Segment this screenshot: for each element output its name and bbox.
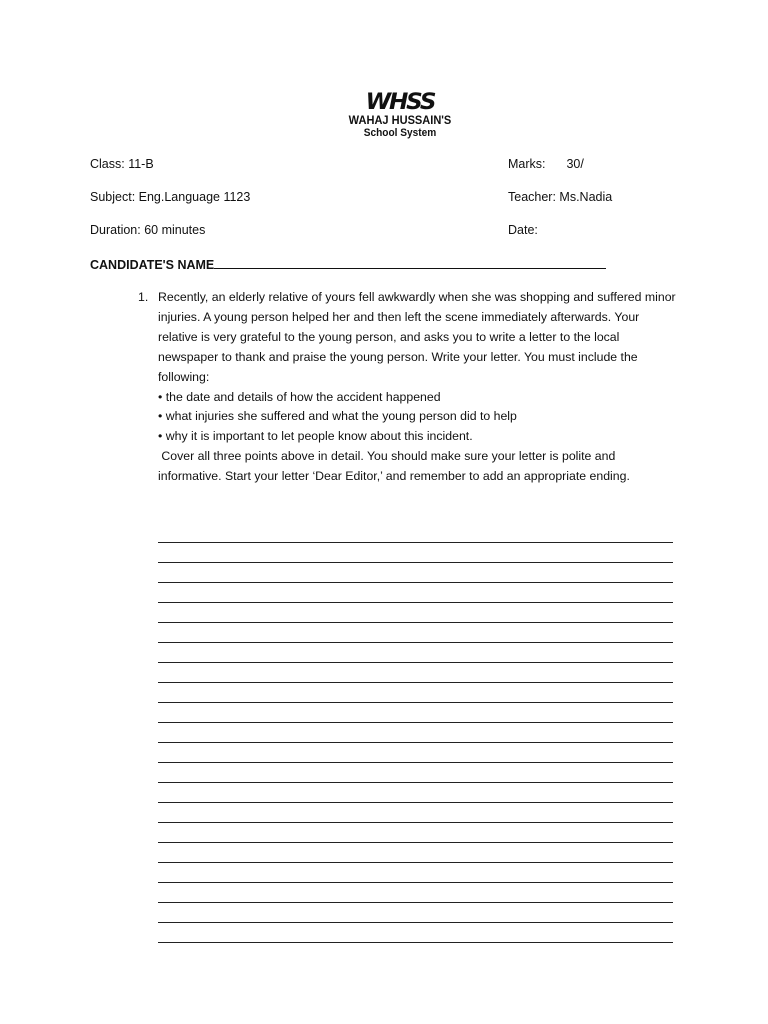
- answer-line[interactable]: [158, 743, 673, 763]
- logo-school-system: School System: [363, 127, 437, 139]
- question-body: [158, 288, 678, 487]
- teacher-field: Teacher: Ms.Nadia: [508, 190, 613, 204]
- answer-line[interactable]: [158, 523, 673, 543]
- answer-line[interactable]: [158, 583, 673, 603]
- answer-line[interactable]: [158, 823, 673, 843]
- duration-field: Duration: 60 minutes: [90, 223, 206, 237]
- question-1: [138, 288, 678, 487]
- question-number: 1.: [138, 290, 149, 304]
- question-bullet: • what injuries she suffered and what the young person did to help: [158, 409, 517, 424]
- question-bullet: • why it is important to let people know about this incident.: [158, 429, 473, 444]
- marks-field: [508, 156, 584, 172]
- question-closing: Cover all three points above in detail. You should make sure your letter is polite and informative. Start your letter ‘Dear Editor,’ and remember to add an appropriate ending.: [158, 449, 630, 484]
- answer-lines[interactable]: [158, 523, 673, 943]
- answer-line[interactable]: [158, 563, 673, 583]
- logo-mark: WHSS: [365, 90, 435, 115]
- answer-line[interactable]: [158, 803, 673, 823]
- answer-line[interactable]: [158, 923, 673, 943]
- answer-line[interactable]: [158, 643, 673, 663]
- logo-school-name: WAHAJ HUSSAIN'S: [348, 113, 452, 127]
- answer-line[interactable]: [158, 683, 673, 703]
- school-logo: [300, 92, 500, 139]
- question-bullet: • the date and details of how the accident happened: [158, 389, 441, 404]
- answer-line[interactable]: [158, 703, 673, 723]
- answer-line[interactable]: [158, 543, 673, 563]
- marks-label: Marks:: [508, 157, 546, 171]
- answer-line[interactable]: [158, 623, 673, 643]
- subject-field: Subject: Eng.Language 1123: [90, 190, 251, 204]
- question-intro: Recently, an elderly relative of yours fell awkwardly when she was shopping and suffered minor injuries. A young person helped her and then left the scene immediately afterwards. Your relative is very grateful to the young person, and asks you to write a letter to the local newspaper to thank and praise the young person. Write your letter. You must include the following:: [158, 290, 676, 384]
- class-field: Class: 11-B: [90, 157, 154, 171]
- answer-line[interactable]: [158, 663, 673, 683]
- answer-line[interactable]: [158, 783, 673, 803]
- marks-value: 30/: [566, 157, 584, 171]
- answer-line[interactable]: [158, 903, 673, 923]
- answer-line[interactable]: [158, 763, 673, 783]
- candidate-name-row: [90, 256, 606, 273]
- candidate-name-label: CANDIDATE'S NAME: [90, 258, 215, 272]
- answer-line[interactable]: [158, 863, 673, 883]
- answer-line[interactable]: [158, 603, 673, 623]
- candidate-name-blank[interactable]: [214, 256, 606, 269]
- date-field: Date:: [508, 223, 538, 237]
- answer-line[interactable]: [158, 723, 673, 743]
- answer-line[interactable]: [158, 843, 673, 863]
- answer-line[interactable]: [158, 883, 673, 903]
